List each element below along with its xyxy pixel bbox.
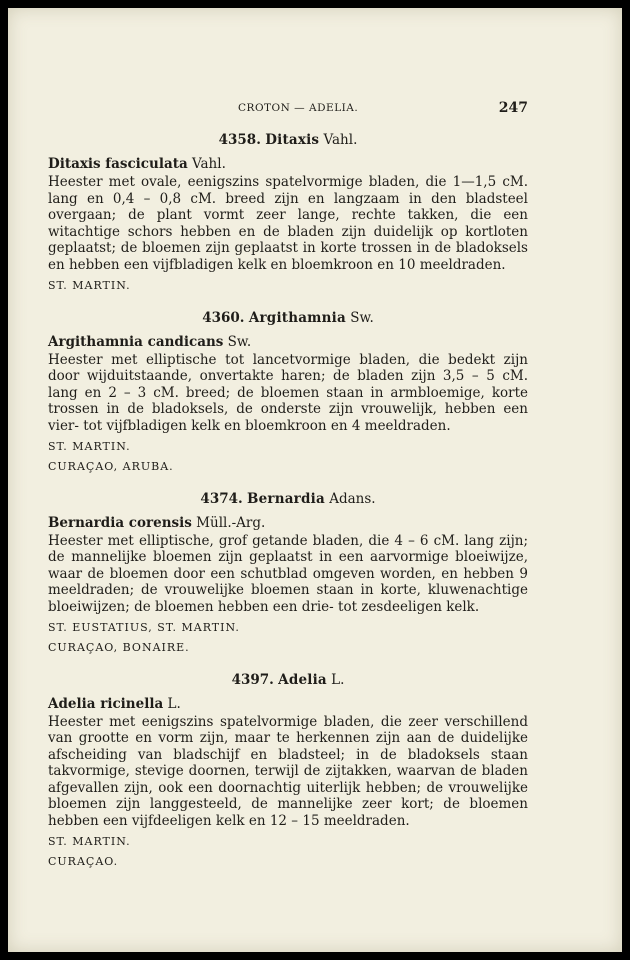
genus-name: Ditaxis: [265, 132, 320, 148]
genus-number: 4358.: [218, 132, 261, 148]
species-description: Heester met eenigszins spatelvormige bladen, die zeer verschillend van grootte en vorm zijn, maar te herkennen zijn aan de duidelijke afscheiding van bladschijf en bladsteel; in de bladoksels staan takvormige, stevige doornen, terwijl de zijtakken, waarvan de bladen afgevallen zijn, ook een doornachtig uiterlijk hebben; de vrouwelijke bloemen zijn langgesteeld, de mannelijke zeer kort; de bloemen hebben een vijfdeeligen kelk en 12 – 15 meeldraden.: [48, 713, 528, 830]
species-authority: Sw.: [227, 333, 252, 350]
locality: ST. MARTIN.: [48, 278, 131, 292]
genus-name: Argithamnia: [248, 309, 346, 326]
genus-entry: [48, 308, 528, 477]
species-name: Bernardia corensis: [48, 514, 192, 531]
genus-name: Bernardia: [247, 490, 325, 507]
genus-number: 4397.: [231, 671, 274, 688]
genus-heading: [48, 130, 528, 150]
book-page: [8, 8, 622, 952]
species-authority: L.: [167, 695, 181, 712]
species-name: Argithamnia candicans: [48, 333, 224, 350]
species-description: Heester met elliptische tot lancetvormige bladen, die bedekt zijn door wijduitstaande, onvertakte haren; de bladen zijn 3,5 – 5 cM. lang en 2 – 3 cM. breed; de bloemen staan in armbloemige, korte trossen in de bladoksels, de onderste zijn vrouwelijk, hebben een vier- tot vijfbladigen kelk en bloemkroon en 4 meeldraden.: [48, 351, 528, 434]
species-heading: [48, 332, 528, 352]
genus-heading: [48, 670, 528, 690]
page-content: [48, 130, 528, 884]
genus-entry: [48, 670, 528, 872]
species-name: Ditaxis fasciculata: [48, 156, 188, 172]
genus-number: 4360.: [202, 309, 245, 326]
locality: CURAÇAO.: [48, 854, 119, 868]
species-description: Heester met elliptische, grof getande bladen, die 4 – 6 cM. lang zijn; de mannelijke bloemen zijn geplaatst in een aarvormige bloeiwijze, waar de bloemen door een schutblad omgeven worden, en hebben 9 meeldraden; de vrouwelijke bloemen staan in korte, kluwenachtige bloeiwijzen; de bloemen hebben een drie- tot zesdeeligen kelk.: [48, 532, 528, 615]
species-authority: Vahl.: [192, 156, 226, 172]
locality: ST. MARTIN.: [48, 439, 131, 453]
locality: ST. MARTIN.: [48, 834, 131, 848]
locality: CURAÇAO, ARUBA.: [48, 459, 174, 473]
genus-entry: [48, 130, 528, 296]
species-heading: [48, 694, 528, 714]
genus-number: 4374.: [200, 490, 243, 507]
running-title: CROTON — ADELIA.: [238, 102, 359, 114]
species-heading: [48, 154, 528, 174]
page-header: [48, 100, 528, 118]
species-description: Heester met ovale, eenigszins spatelvormige bladen, die 1—1,5 cM. lang en 0,4 – 0,8 cM. breed zijn en langzaam in den bladsteel overgaan; de plant vormt zeer lange, rechte takken, die een witachtige schors hebben en de bladen zijn duidelijk op kortloten geplaatst; de bloemen zijn geplaatst in korte trossen in de bladoksels en hebben een vijfbladigen kelk en bloemkroon en 10 meeldraden.: [48, 174, 528, 273]
genus-authority: Vahl.: [323, 132, 358, 148]
locality: CURAÇAO, BONAIRE.: [48, 640, 190, 654]
page-number: 247: [498, 100, 528, 116]
genus-heading: [48, 308, 528, 328]
genus-name: Adelia: [278, 671, 327, 688]
genus-authority: Sw.: [350, 309, 374, 326]
genus-authority: L.: [331, 671, 345, 688]
genus-entry: [48, 489, 528, 658]
species-heading: [48, 513, 528, 533]
species-name: Adelia ricinella: [48, 695, 164, 712]
species-authority: Müll.-Arg.: [196, 514, 266, 531]
genus-authority: Adans.: [329, 490, 376, 507]
genus-heading: [48, 489, 528, 509]
locality: ST. EUSTATIUS, ST. MARTIN.: [48, 620, 240, 634]
